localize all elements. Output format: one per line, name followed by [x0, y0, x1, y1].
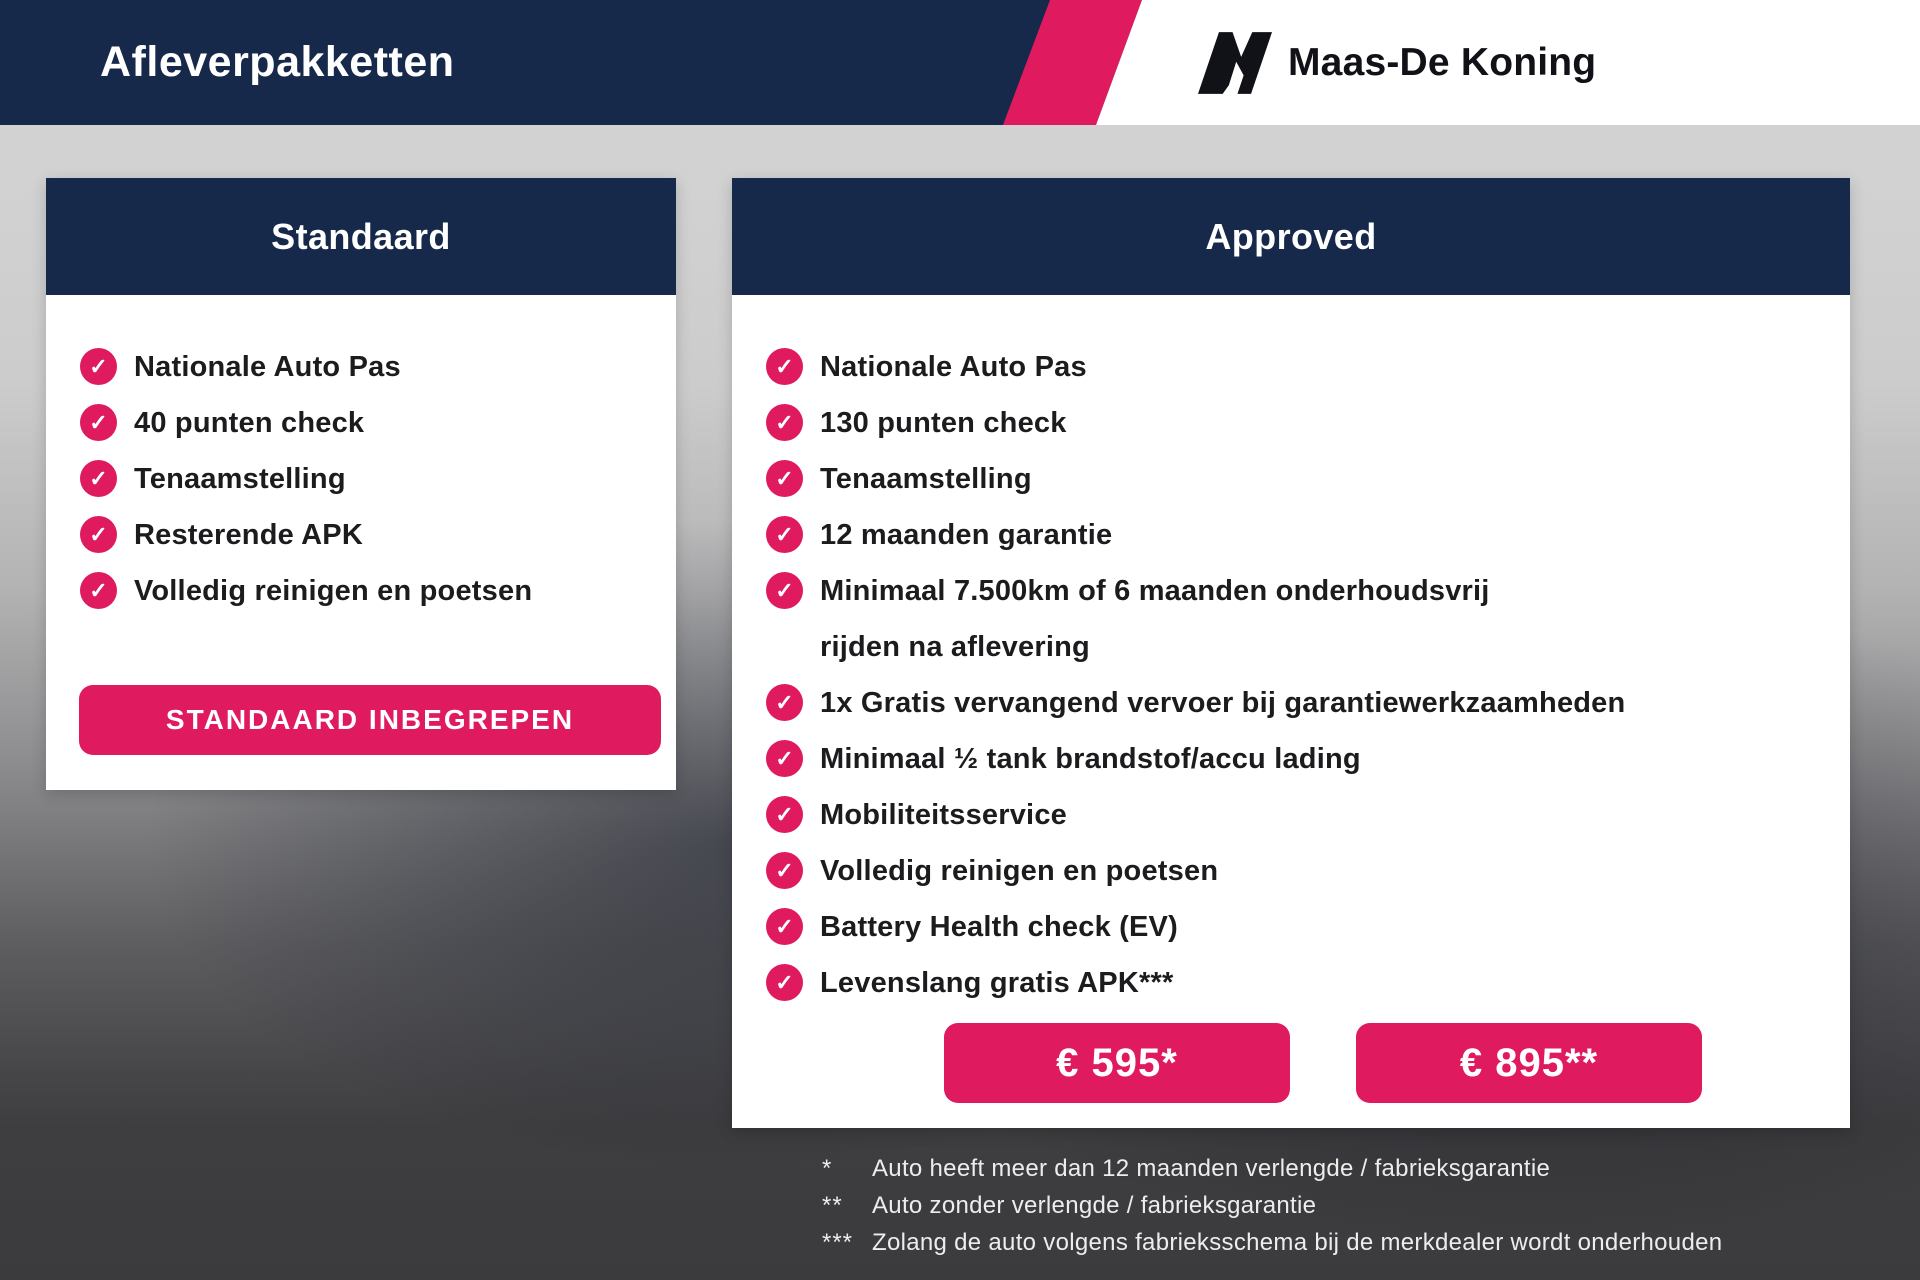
- feature-label: Nationale Auto Pas: [134, 351, 401, 383]
- feature-label: 40 punten check: [134, 407, 365, 439]
- feature-label: Mobiliteitsservice: [820, 799, 1067, 831]
- feature-item: [766, 507, 1820, 563]
- price-button-595[interactable]: € 595*: [944, 1023, 1290, 1103]
- check-icon: [766, 908, 803, 945]
- feature-item: [766, 731, 1820, 787]
- approved-feature-list: [732, 295, 1850, 1011]
- check-icon: [80, 516, 117, 553]
- feature-item: [766, 563, 1820, 675]
- footnote-symbol: ***: [822, 1229, 854, 1256]
- feature-label: Minimaal 7.500km of 6 maanden onderhoudsvrij rijden na aflevering: [820, 575, 1490, 663]
- check-icon: [766, 796, 803, 833]
- feature-label: Tenaamstelling: [820, 463, 1032, 495]
- check-icon: [80, 572, 117, 609]
- feature-item: [766, 451, 1820, 507]
- footnote-text: Auto zonder verlengde / fabrieksgarantie: [872, 1192, 1317, 1219]
- card-standaard-title: Standaard: [46, 178, 676, 295]
- feature-label: 130 punten check: [820, 407, 1067, 439]
- feature-item: [766, 339, 1820, 395]
- check-icon: [766, 460, 803, 497]
- feature-item: [80, 451, 646, 507]
- footnote-symbol: *: [822, 1155, 833, 1182]
- check-icon: [766, 516, 803, 553]
- check-icon: [766, 348, 803, 385]
- check-icon: [80, 404, 117, 441]
- feature-item: [80, 339, 646, 395]
- feature-label: Levenslang gratis APK***: [820, 967, 1174, 999]
- brand-mark-icon: [1198, 32, 1272, 94]
- feature-label: Volledig reinigen en poetsen: [134, 575, 533, 607]
- check-icon: [766, 684, 803, 721]
- footnote-text: Auto heeft meer dan 12 maanden verlengde / fabrieksgarantie: [872, 1155, 1551, 1182]
- feature-label: Battery Health check (EV): [820, 911, 1178, 943]
- feature-label: Nationale Auto Pas: [820, 351, 1087, 383]
- feature-item: [80, 563, 646, 619]
- check-icon: [766, 740, 803, 777]
- feature-label: Resterende APK: [134, 519, 363, 551]
- feature-item: [766, 395, 1820, 451]
- feature-label: Volledig reinigen en poetsen: [820, 855, 1219, 887]
- feature-item: [766, 675, 1820, 731]
- standaard-included-button[interactable]: STANDAARD INBEGREPEN: [79, 685, 661, 755]
- feature-item: [766, 787, 1820, 843]
- brand-logo: [1198, 0, 1596, 125]
- card-approved: [732, 178, 1850, 1128]
- check-icon: [766, 852, 803, 889]
- footnote-row: [822, 1187, 1722, 1224]
- check-icon: [766, 572, 803, 609]
- price-button-895[interactable]: € 895**: [1356, 1023, 1702, 1103]
- footnotes: [822, 1150, 1722, 1261]
- footnote-symbol: **: [822, 1192, 843, 1219]
- card-approved-title: Approved: [732, 178, 1850, 295]
- feature-item: [766, 955, 1820, 1011]
- check-icon: [80, 348, 117, 385]
- page-title: Afleverpakketten: [100, 38, 455, 86]
- feature-item: [766, 843, 1820, 899]
- feature-item: [766, 899, 1820, 955]
- feature-label: 12 maanden garantie: [820, 519, 1113, 551]
- feature-item: [80, 507, 646, 563]
- card-standaard: [46, 178, 676, 790]
- feature-label: 1x Gratis vervangend vervoer bij garantiewerkzaamheden: [820, 687, 1626, 719]
- footnote-row: [822, 1224, 1722, 1261]
- brand-name: Maas-De Koning: [1288, 40, 1597, 84]
- feature-item: [80, 395, 646, 451]
- standaard-feature-list: [46, 295, 676, 619]
- footnote-text: Zolang de auto volgens fabrieksschema bij de merkdealer wordt onderhouden: [872, 1229, 1723, 1256]
- check-icon: [766, 404, 803, 441]
- feature-label: Minimaal ½ tank brandstof/accu lading: [820, 743, 1361, 775]
- header-bar: [0, 0, 1920, 125]
- feature-label: Tenaamstelling: [134, 463, 346, 495]
- footnote-row: [822, 1150, 1722, 1187]
- check-icon: [80, 460, 117, 497]
- check-icon: [766, 964, 803, 1001]
